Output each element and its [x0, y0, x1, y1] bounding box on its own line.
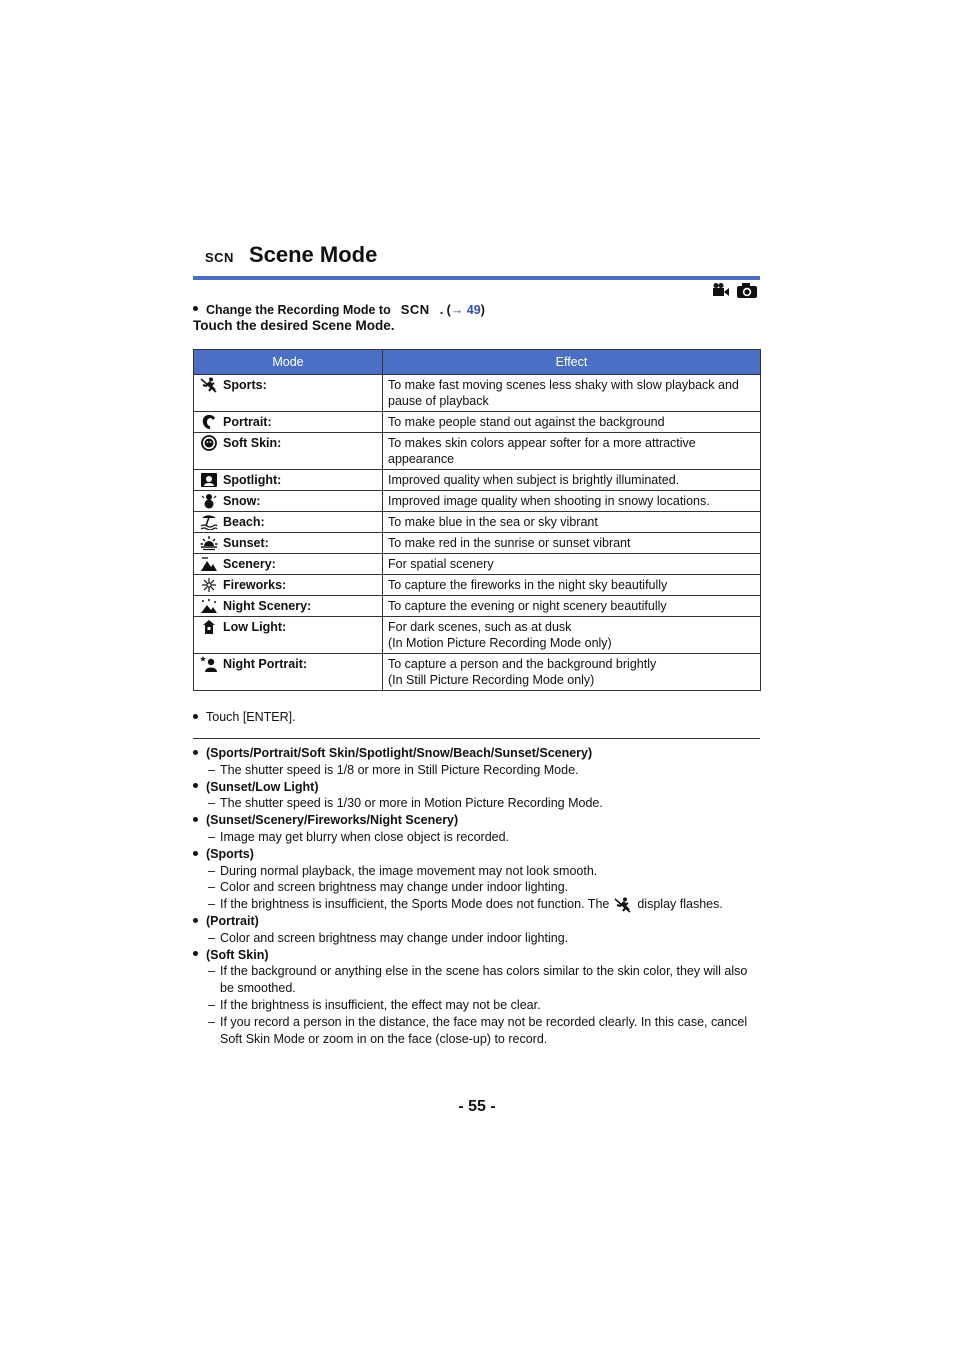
- effect-cell: [383, 491, 761, 512]
- effect-text: To make fast moving scenes less shaky with slow playback and: [388, 378, 739, 392]
- note-item-text: If you record a person in the distance, the face may not be recorded clearly. In this case, cancel Soft Skin Mode or zoom in on the face (close-up) to record.: [220, 1014, 748, 1046]
- title-rule: [193, 276, 760, 280]
- mode-cell: [194, 433, 383, 470]
- notes-section: [193, 745, 763, 1047]
- effect-cell: [383, 375, 761, 412]
- prerequisite-line: [193, 302, 485, 317]
- note-item: [193, 930, 763, 947]
- photo-camera-icon: [736, 282, 758, 299]
- note-item-text: The shutter speed is 1/8 or more in Still Picture Recording Mode.: [220, 762, 579, 777]
- mode-label: Beach:: [223, 515, 265, 529]
- dash-marker: –: [208, 796, 215, 811]
- bullet: [193, 817, 198, 822]
- note-item: [193, 896, 763, 913]
- prereq-ref-open: . (: [439, 302, 451, 317]
- effect-cell: [383, 575, 761, 596]
- effect-text: For dark scenes, such as at dusk: [388, 620, 572, 634]
- table-row: [194, 533, 761, 554]
- effect-cell: [383, 433, 761, 470]
- table-row: [194, 575, 761, 596]
- instruction: Touch the desired Scene Mode.: [193, 318, 395, 333]
- dash-marker: –: [208, 762, 215, 777]
- note-item: [193, 997, 763, 1014]
- note-item: [193, 762, 763, 779]
- prereq-text: Change the Recording Mode to: [206, 302, 391, 317]
- page-number: - 55 -: [458, 1098, 496, 1115]
- table-row: [194, 596, 761, 617]
- dash-marker: –: [208, 930, 215, 945]
- table-row: [194, 654, 761, 691]
- dash-marker: –: [208, 897, 215, 912]
- mode-cell: [194, 596, 383, 617]
- note-item: [193, 879, 763, 896]
- effect-cell: [383, 533, 761, 554]
- mode-label: Night Scenery:: [223, 599, 312, 613]
- night-portrait-icon: [200, 656, 218, 672]
- dash-marker: –: [208, 863, 215, 878]
- effect-text: (In Still Picture Recording Mode only): [388, 673, 595, 687]
- effect-text: To capture a person and the background brightly: [388, 657, 657, 671]
- note-item: [193, 963, 763, 997]
- effect-text: To makes skin colors appear softer for a more attractive: [388, 436, 696, 450]
- table-row: [194, 412, 761, 433]
- bullet: [193, 306, 198, 311]
- note-item-text: Image may get blurry when close object is recorded.: [220, 829, 510, 844]
- note-item-text: Color and screen brightness may change under indoor lighting.: [220, 930, 569, 945]
- note-heading: [193, 812, 763, 829]
- note-heading-text: (Sunset/Low Light): [206, 779, 319, 794]
- note-item-text: display flashes.: [637, 897, 723, 912]
- mode-label: Fireworks:: [223, 578, 287, 592]
- mode-cell: [194, 575, 383, 596]
- mode-label: Night Portrait:: [223, 657, 308, 671]
- note-heading-text: (Portrait): [206, 913, 259, 928]
- section-divider: [193, 738, 760, 739]
- dash-marker: –: [208, 997, 215, 1012]
- note-item-text: The shutter speed is 1/30 or more in Motion Picture Recording Mode.: [220, 796, 603, 811]
- note-item-text: During normal playback, the image movement may not look smooth.: [220, 863, 598, 878]
- effect-text: Improved image quality when shooting in snowy locations.: [388, 494, 710, 508]
- video-camera-icon: [712, 282, 730, 299]
- bullet: [193, 714, 198, 719]
- sports-icon: [614, 897, 632, 913]
- table-row: [194, 512, 761, 533]
- note-heading: [193, 779, 763, 796]
- effect-cell: [383, 512, 761, 533]
- bullet: [193, 783, 198, 788]
- note-heading: [193, 947, 763, 964]
- table-row: [194, 375, 761, 412]
- mode-label: Spotlight:: [223, 473, 282, 487]
- effect-cell: [383, 596, 761, 617]
- night-scenery-icon: [200, 598, 218, 614]
- mode-label: Scenery:: [223, 557, 276, 571]
- mode-cell: [194, 654, 383, 691]
- mode-cell: [194, 470, 383, 491]
- mode-cell: [194, 554, 383, 575]
- dash-marker: –: [208, 1014, 215, 1029]
- effect-text: For spatial scenery: [388, 557, 494, 571]
- note-heading: [193, 913, 763, 930]
- mode-cell: [194, 533, 383, 554]
- fireworks-icon: [200, 577, 218, 593]
- bullet: [193, 851, 198, 856]
- note-heading-text: (Soft Skin): [206, 947, 269, 962]
- note-item: [193, 1014, 763, 1048]
- spotlight-icon: [200, 472, 218, 488]
- low-light-icon: [200, 619, 218, 635]
- note-item: [193, 863, 763, 880]
- table-row: [194, 617, 761, 654]
- dash-marker: –: [208, 880, 215, 895]
- column-header-effect: Effect: [383, 350, 761, 375]
- effect-cell: [383, 470, 761, 491]
- bullet: [193, 750, 198, 755]
- note-item-text: If the brightness is insufficient, the effect may not be clear.: [220, 997, 541, 1012]
- table-row: [194, 433, 761, 470]
- effect-cell: [383, 617, 761, 654]
- table-row: [194, 554, 761, 575]
- scene-mode-table: [193, 349, 761, 691]
- note-heading: [193, 846, 763, 863]
- effect-cell: [383, 654, 761, 691]
- bullet: [193, 918, 198, 923]
- sunset-icon: [200, 535, 218, 551]
- effect-text: To make people stand out against the background: [388, 415, 665, 429]
- applicable-modes: [712, 282, 758, 299]
- mode-cell: [194, 617, 383, 654]
- bullet: [193, 951, 198, 956]
- portrait-icon: [200, 414, 218, 430]
- effect-text: (In Motion Picture Recording Mode only): [388, 636, 612, 650]
- note-item-text: If the background or anything else in the scene has colors similar to the skin color, they will also be smoothed.: [220, 964, 748, 996]
- effect-text: To make blue in the sea or sky vibrant: [388, 515, 598, 529]
- scn-badge: SCN: [205, 250, 234, 265]
- effect-cell: [383, 412, 761, 433]
- sports-icon: [200, 377, 218, 393]
- page-title: Scene Mode: [248, 242, 378, 267]
- mode-label: Portrait:: [223, 415, 272, 429]
- prereq-ref-close: ): [480, 302, 485, 317]
- mode-cell: [194, 491, 383, 512]
- effect-cell: [383, 554, 761, 575]
- note-heading-text: (Sports): [206, 846, 254, 861]
- soft-skin-icon: [200, 435, 218, 451]
- note-item-text: Color and screen brightness may change under indoor lighting.: [220, 880, 569, 895]
- effect-text: pause of playback: [388, 394, 489, 408]
- effect-text: appearance: [388, 452, 455, 466]
- enter-note: [193, 710, 296, 724]
- note-heading-text: (Sunset/Scenery/Fireworks/Night Scenery): [206, 813, 459, 828]
- effect-text: To capture the fireworks in the night sky beautifully: [388, 578, 668, 592]
- mode-label: Sports:: [223, 378, 267, 392]
- mode-label: Sunset:: [223, 536, 269, 550]
- column-header-mode: Mode: [194, 350, 383, 375]
- mode-cell: [194, 375, 383, 412]
- dash-marker: –: [208, 964, 215, 979]
- mode-cell: [194, 512, 383, 533]
- scenery-icon: [200, 556, 218, 572]
- scn-mode-label: SCN: [400, 302, 430, 317]
- effect-text: To make red in the sunrise or sunset vibrant: [388, 536, 631, 550]
- dash-marker: –: [208, 829, 215, 844]
- mode-label: Snow:: [223, 494, 261, 508]
- page-heading: [205, 242, 377, 272]
- note-item-text: If the brightness is insufficient, the Sports Mode does not function. The: [220, 897, 610, 912]
- note-item: [193, 795, 763, 812]
- table-row: [194, 470, 761, 491]
- snow-icon: [200, 493, 218, 509]
- effect-text: Improved quality when subject is brightly illuminated.: [388, 473, 680, 487]
- note-heading-text: (Sports/Portrait/Soft Skin/Spotlight/Snow/Beach/Sunset/Scenery): [206, 746, 593, 760]
- mode-label: Soft Skin:: [223, 436, 282, 450]
- table-row: [194, 491, 761, 512]
- note-heading: [193, 745, 763, 762]
- mode-label: Low Light:: [223, 620, 287, 634]
- enter-text: Touch [ENTER].: [206, 710, 296, 724]
- mode-cell: [194, 412, 383, 433]
- note-item: [193, 829, 763, 846]
- page-reference-link[interactable]: → 49: [450, 302, 481, 317]
- beach-icon: [200, 514, 218, 530]
- effect-text: To capture the evening or night scenery beautifully: [388, 599, 667, 613]
